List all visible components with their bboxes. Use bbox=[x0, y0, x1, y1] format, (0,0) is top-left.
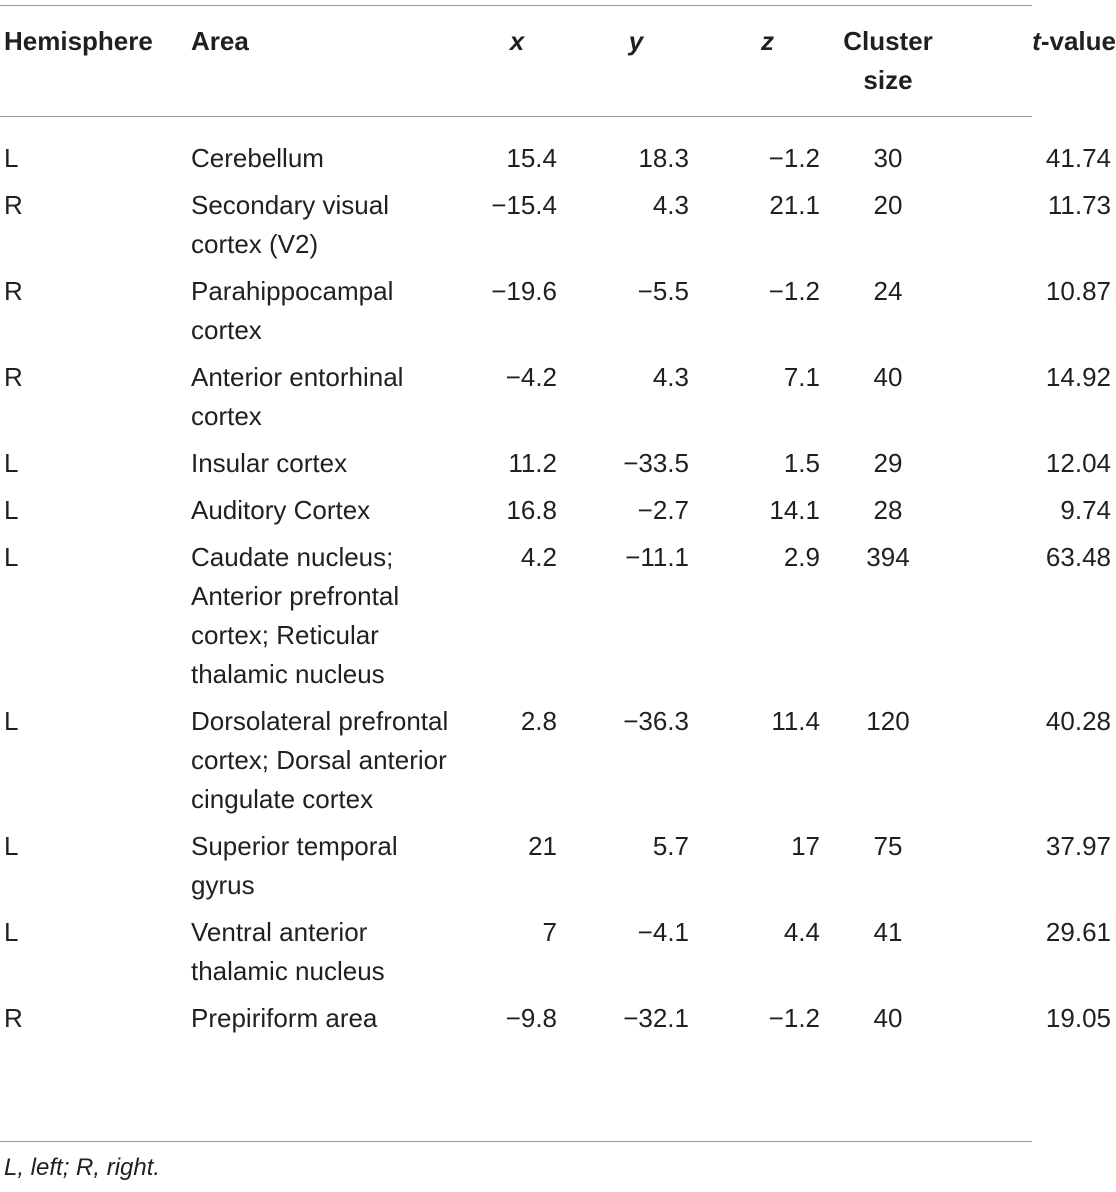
cell-cluster-size: 20 bbox=[873, 190, 903, 220]
cell-area: Auditory Cortex bbox=[191, 495, 371, 525]
header-row bbox=[0, 0, 1116, 119]
cell-y: 4.3 bbox=[652, 362, 689, 392]
cell-z: 17 bbox=[791, 831, 820, 861]
cell-t-value: 10.87 bbox=[1045, 276, 1111, 306]
header-y: y bbox=[628, 26, 644, 56]
cell-z: 14.1 bbox=[769, 495, 820, 525]
cell-hemisphere: L bbox=[4, 917, 19, 947]
table-row bbox=[0, 186, 1116, 272]
cell-t-value: 41.74 bbox=[1045, 143, 1111, 173]
cell-hemisphere: L bbox=[4, 143, 19, 173]
cell-y: −36.3 bbox=[623, 706, 689, 736]
cell-cluster-size: 24 bbox=[873, 276, 903, 306]
cell-hemisphere: L bbox=[4, 448, 19, 478]
cell-x: 2.8 bbox=[520, 706, 557, 736]
body-top-spacer bbox=[0, 119, 1116, 139]
header-hemisphere: Hemisphere bbox=[4, 26, 153, 56]
cell-cluster-size: 75 bbox=[873, 831, 903, 861]
cell-z: 11.4 bbox=[771, 706, 820, 736]
cell-cluster-size: 394 bbox=[866, 542, 910, 572]
table-row bbox=[0, 358, 1116, 444]
cell-t-value: 9.74 bbox=[1060, 495, 1111, 525]
cell-x: −4.2 bbox=[505, 362, 557, 392]
cell-y: 18.3 bbox=[638, 143, 689, 173]
cell-z: 1.5 bbox=[783, 448, 820, 478]
cell-t-value: 37.97 bbox=[1045, 831, 1111, 861]
cell-x: 4.2 bbox=[520, 542, 557, 572]
cell-t-value: 40.28 bbox=[1045, 706, 1111, 736]
cell-area: Ventral anterior thalamic nucleus bbox=[191, 917, 385, 986]
cell-hemisphere: L bbox=[4, 495, 19, 525]
cell-hemisphere: R bbox=[4, 1003, 23, 1033]
cell-y: 4.3 bbox=[652, 190, 689, 220]
cell-x: 7 bbox=[542, 917, 557, 947]
cell-t-value: 11.73 bbox=[1047, 190, 1111, 220]
cell-y: −4.1 bbox=[637, 917, 689, 947]
table-row bbox=[0, 913, 1116, 999]
table-header bbox=[0, 0, 1116, 119]
table-row bbox=[0, 139, 1116, 186]
cell-y: −11.1 bbox=[625, 542, 689, 572]
cell-y: −33.5 bbox=[623, 448, 689, 478]
cell-t-value: 63.48 bbox=[1045, 542, 1111, 572]
cell-y: −32.1 bbox=[623, 1003, 689, 1033]
table-row bbox=[0, 538, 1116, 702]
cell-y: −5.5 bbox=[637, 276, 689, 306]
cell-z: −1.2 bbox=[768, 143, 820, 173]
cell-area: Cerebellum bbox=[191, 143, 324, 173]
cell-z: 4.4 bbox=[783, 917, 820, 947]
table-row bbox=[0, 702, 1116, 827]
cell-z: 7.1 bbox=[783, 362, 820, 392]
cell-x: −9.8 bbox=[505, 1003, 557, 1033]
cell-x: 16.8 bbox=[506, 495, 557, 525]
table-body bbox=[0, 119, 1116, 1046]
cell-hemisphere: R bbox=[4, 362, 23, 392]
cell-area: Prepiriform area bbox=[191, 1003, 378, 1033]
cell-z: −1.2 bbox=[768, 276, 820, 306]
cell-cluster-size: 40 bbox=[873, 362, 903, 392]
table-row bbox=[0, 444, 1116, 491]
cell-area: Insular cortex bbox=[191, 448, 348, 478]
header-t-rest: -value bbox=[1040, 26, 1116, 56]
cell-x: 15.4 bbox=[506, 143, 557, 173]
header-cluster-size: Cluster size bbox=[843, 26, 933, 95]
cell-y: −2.7 bbox=[637, 495, 689, 525]
cell-cluster-size: 40 bbox=[873, 1003, 903, 1033]
cell-hemisphere: R bbox=[4, 190, 23, 220]
cell-x: −15.4 bbox=[491, 190, 557, 220]
cell-x: −19.6 bbox=[491, 276, 557, 306]
cell-area: Caudate nucleus; Anterior prefrontal cortex; Reticular thalamic nucleus bbox=[191, 542, 400, 689]
header-t-value bbox=[956, 0, 1116, 119]
table-bottom-rule bbox=[0, 1141, 1032, 1142]
table-row bbox=[0, 827, 1116, 913]
cell-hemisphere: L bbox=[4, 542, 19, 572]
cell-t-value: 19.05 bbox=[1045, 1003, 1111, 1033]
cell-hemisphere: L bbox=[4, 831, 19, 861]
cell-cluster-size: 28 bbox=[873, 495, 903, 525]
table-footnote: L, left; R, right. bbox=[4, 1154, 161, 1181]
cell-y: 5.7 bbox=[652, 831, 689, 861]
cell-cluster-size: 30 bbox=[873, 143, 903, 173]
cell-z: −1.2 bbox=[768, 1003, 820, 1033]
cell-t-value: 12.04 bbox=[1045, 448, 1111, 478]
cell-z: 2.9 bbox=[783, 542, 820, 572]
cell-x: 11.2 bbox=[508, 448, 557, 478]
cell-cluster-size: 41 bbox=[873, 917, 903, 947]
cell-area: Secondary visual cortex (V2) bbox=[191, 190, 389, 259]
cell-area: Superior temporal gyrus bbox=[191, 831, 398, 900]
cell-z: 21.1 bbox=[769, 190, 820, 220]
cell-area: Parahippocampal cortex bbox=[191, 276, 394, 345]
cell-hemisphere: L bbox=[4, 706, 19, 736]
cell-area: Anterior entorhinal cortex bbox=[191, 362, 404, 431]
table-row bbox=[0, 999, 1116, 1046]
table-row bbox=[0, 272, 1116, 358]
cell-hemisphere: R bbox=[4, 276, 23, 306]
header-area: Area bbox=[191, 26, 249, 56]
header-x: x bbox=[509, 26, 525, 56]
cell-area: Dorsolateral prefrontal cortex; Dorsal anterior cingulate cortex bbox=[191, 706, 449, 814]
cell-t-value: 14.92 bbox=[1045, 362, 1111, 392]
header-z: z bbox=[761, 26, 774, 56]
table-row bbox=[0, 491, 1116, 538]
cell-cluster-size: 120 bbox=[866, 706, 910, 736]
header-t-italic: t bbox=[1032, 26, 1041, 56]
cell-cluster-size: 29 bbox=[873, 448, 903, 478]
cell-x: 21 bbox=[528, 831, 557, 861]
cell-t-value: 29.61 bbox=[1045, 917, 1111, 947]
